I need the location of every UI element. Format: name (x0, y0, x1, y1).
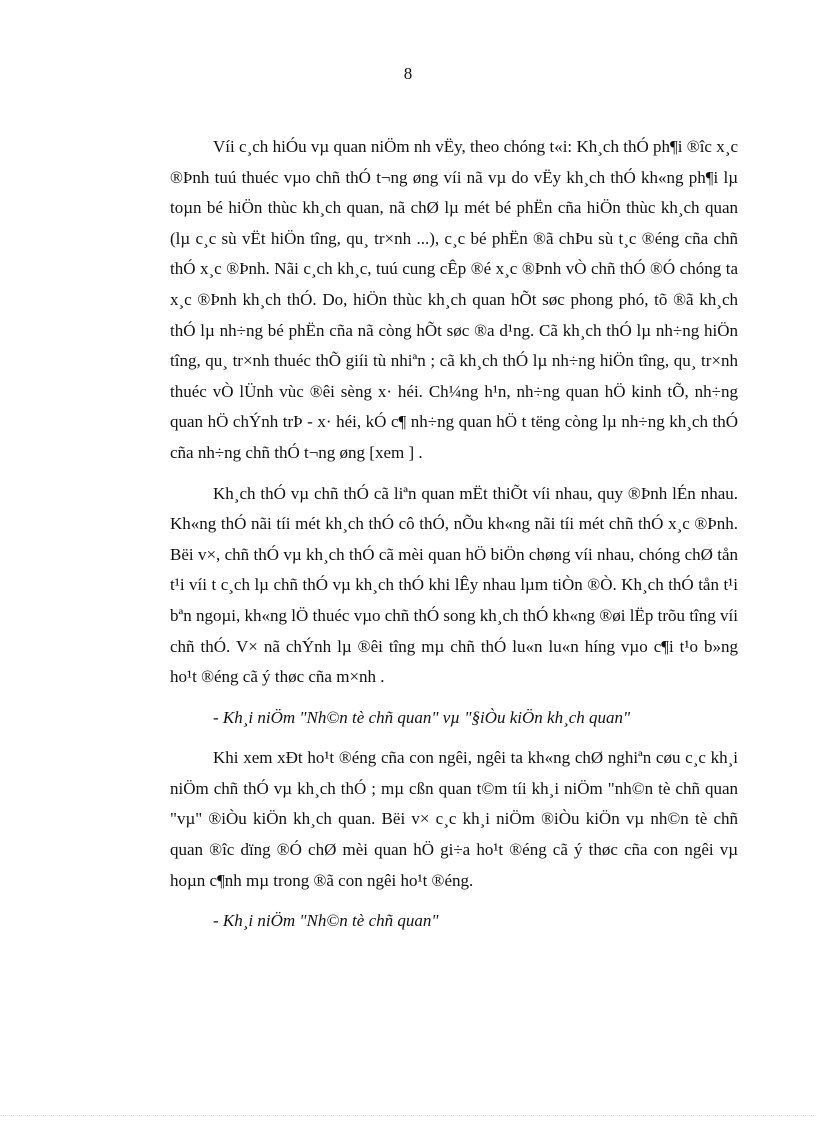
section-heading-subjective-factor: - Kh¸i niÖm "Nh©n tè chñ quan" (213, 911, 439, 931)
document-body (170, 132, 738, 947)
paragraph-subject-object-relation: Kh¸ch thÓ vµ chñ thÓ cã liªn quan mËt thiÕt víi nhau, quy ®Þnh lÉn nhau. Kh«ng thÓ nãi tíi mét kh¸ch thÓ cô thÓ, nÕu kh«ng nãi tíi mét chñ thÓ x¸c ®Þnh. Bëi v×, chñ thÓ vµ kh¸ch thÓ cã mèi quan hÖ biÖn chøng víi nhau, chóng chØ tån t¹i víi t c¸ch lµ chñ thÓ vµ kh¸ch thÓ khi lÊy nhau lµm tiÒn ®Ò. Kh¸ch thÓ tån t¹i bªn ngoµi, kh«ng lÖ thuéc vµo chñ thÓ song kh¸ch thÓ kh«ng ®øi lËp trõu tîng víi chñ thÓ. V× nã chÝnh lµ ®êi tîng mµ chñ thÓ lu«n lu«n híng vµo c¶i t¹o b»ng ho¹t ®éng cã ý thøc cña m×nh . (170, 483, 738, 687)
paragraph-human-activity: Khi xem xÐt ho¹t ®éng cña con ngêi, ngêi ta kh«ng chØ nghiªn cøu c¸c kh¸i niÖm chñ thÓ vµ kh¸ch thÓ ; mµ cßn quan t©m tíi kh¸i niÖm "nh©n tè chñ quan "vµ" ®iÒu kiÖn kh¸ch quan. Bëi v× c¸c kh¸i niÖm ®iÒu kiÖn vµ nh©n tè chñ quan ®îc dïng ®Ó chØ mèi quan hÖ gi÷a ho¹t ®éng cã ý thøc cña con ngêi vµ hoµn c¶nh mµ trong ®ã con ngêi ho¹t ®éng. (170, 748, 738, 890)
section-heading-subjective-factor-objective-condition: - Kh¸i niÖm "Nh©n tè chñ quan" vµ "§iÒu kiÖn kh¸ch quan" (213, 707, 631, 727)
page-bottom-divider (0, 1115, 816, 1116)
page-number: 8 (403, 64, 413, 83)
paragraph-object-definition: Víi c¸ch hiÓu vµ quan niÖm nh vËy, theo chóng t«i: Kh¸ch thÓ ph¶i ®îc x¸c ®Þnh tuú thuéc vµo chñ thÓ t¬ng øng víi nã vµ do vËy kh¸ch thÓ kh«ng ph¶i lµ toµn bé hiÖn thùc kh¸ch quan, nã chØ lµ mét bé phËn cña hiÖn thùc kh¸ch quan (lµ c¸c sù vËt hiÖn tîng, qu¸ tr×nh ...), c¸c bé phËn ®ã chÞu sù t¸c ®éng cña chñ thÓ x¸c ®Þnh. Nãi c¸ch kh¸c, tuú cung cÊp ®é x¸c ®Þnh vÒ chñ thÓ ®Ó chóng ta x¸c ®Þnh kh¸ch thÓ. Do, hiÖn thùc kh¸ch quan hÕt søc phong phó, tõ ®ã kh¸ch thÓ lµ nh÷ng bé phËn cña nã còng hÕt søc ®a d¹ng. Cã kh¸ch thÓ lµ nh÷ng hiÖn tîng, qu¸ tr×nh thuéc thÕ giíi tù nhiªn ; cã kh¸ch thÓ lµ nh÷ng hiÖn tîng, qu¸ tr×nh thuéc vÒ lÜnh vùc ®êi sèng x· héi. Ch¼ng h¹n, nh÷ng quan hÖ kinh tÕ, nh÷ng quan hÖ chÝnh trÞ - x· héi, kÓ c¶ nh÷ng quan hÖ t tëng còng lµ nh÷ng kh¸ch thÓ cña nh÷ng chñ thÓ t¬ng øng [xem ] . (170, 137, 738, 462)
